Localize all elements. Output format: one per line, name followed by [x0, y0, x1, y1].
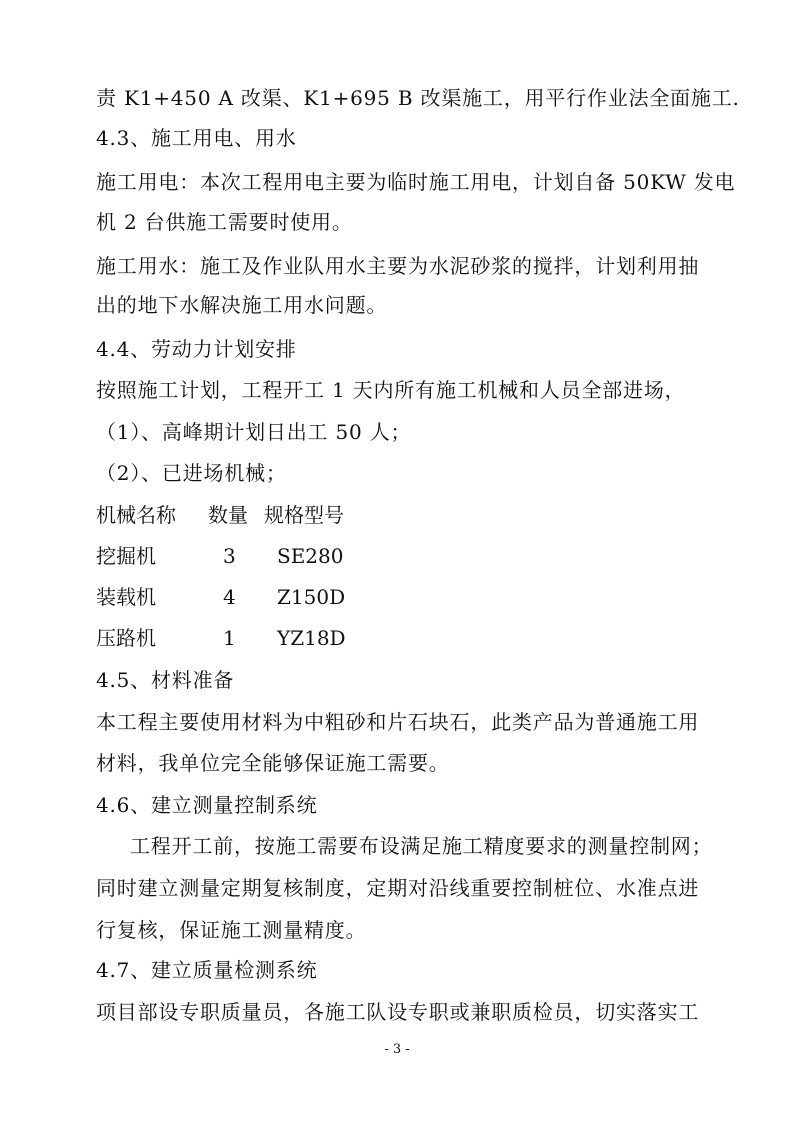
- section-heading-4-5: 4.5、材料准备: [96, 668, 235, 692]
- table-cell: 装载机: [96, 585, 156, 609]
- body-line: 项目部设专职质量员，各施工队设专职或兼职质检员，切实落实工: [96, 1000, 700, 1024]
- table-cell: 3: [223, 544, 236, 568]
- section-heading-4-6: 4.6、建立测量控制系统: [96, 793, 318, 817]
- table-cell: 压路机: [96, 626, 156, 650]
- body-line: 机 2 台供施工需要时使用。: [96, 210, 353, 234]
- body-line: 工程开工前，按施工需要布设满足施工精度要求的测量控制网；: [130, 834, 713, 858]
- section-heading-4-4: 4.4、劳动力计划安排: [96, 337, 297, 361]
- body-line: 行复核，保证施工测量精度。: [96, 918, 367, 942]
- equipment-table-row: [96, 626, 516, 650]
- section-heading-4-3: 4.3、施工用电、用水: [96, 126, 297, 150]
- table-header-cell: 规格型号: [264, 503, 344, 527]
- table-header-cell: 数量: [208, 503, 248, 527]
- body-line: 本工程主要使用材料为中粗砂和片石块石，此类产品为普通施工用: [96, 710, 700, 734]
- section-heading-4-7: 4.7、建立质量检测系统: [96, 958, 318, 982]
- body-line: 同时建立测量定期复核制度，定期对沿线重要控制桩位、水准点进: [96, 876, 700, 900]
- body-line: 责 K1+450 A 改渠、K1+695 B 改渠施工，用平行作业法全面施工.: [96, 86, 740, 110]
- body-line: 出的地下水解决施工用水问题。: [96, 293, 388, 317]
- equipment-table-row: [96, 585, 516, 609]
- equipment-table-header: [96, 503, 516, 527]
- table-cell: Z150D: [277, 585, 346, 609]
- table-header-cell: 机械名称: [96, 503, 176, 527]
- page-number: - 3 -: [384, 1042, 410, 1057]
- body-line: 施工用水：施工及作业队用水主要为水泥砂浆的搅拌，计划利用抽: [96, 254, 700, 278]
- list-item: （2）、已进场机械；: [96, 461, 287, 485]
- table-cell: 1: [223, 626, 236, 650]
- table-cell: 4: [223, 585, 236, 609]
- list-item: （1）、高峰期计划日出工 50 人；: [96, 420, 412, 444]
- table-cell: SE280: [277, 544, 344, 568]
- equipment-table-row: [96, 544, 516, 568]
- table-cell: 挖掘机: [96, 544, 156, 568]
- body-line: 施工用电：本次工程用电主要为临时施工用电，计划自备 50KW 发电: [96, 170, 736, 194]
- body-line: 按照施工计划，工程开工 1 天内所有施工机械和人员全部进场，: [96, 378, 686, 402]
- table-cell: YZ18D: [277, 626, 346, 650]
- body-line: 材料，我单位完全能够保证施工需要。: [96, 751, 450, 775]
